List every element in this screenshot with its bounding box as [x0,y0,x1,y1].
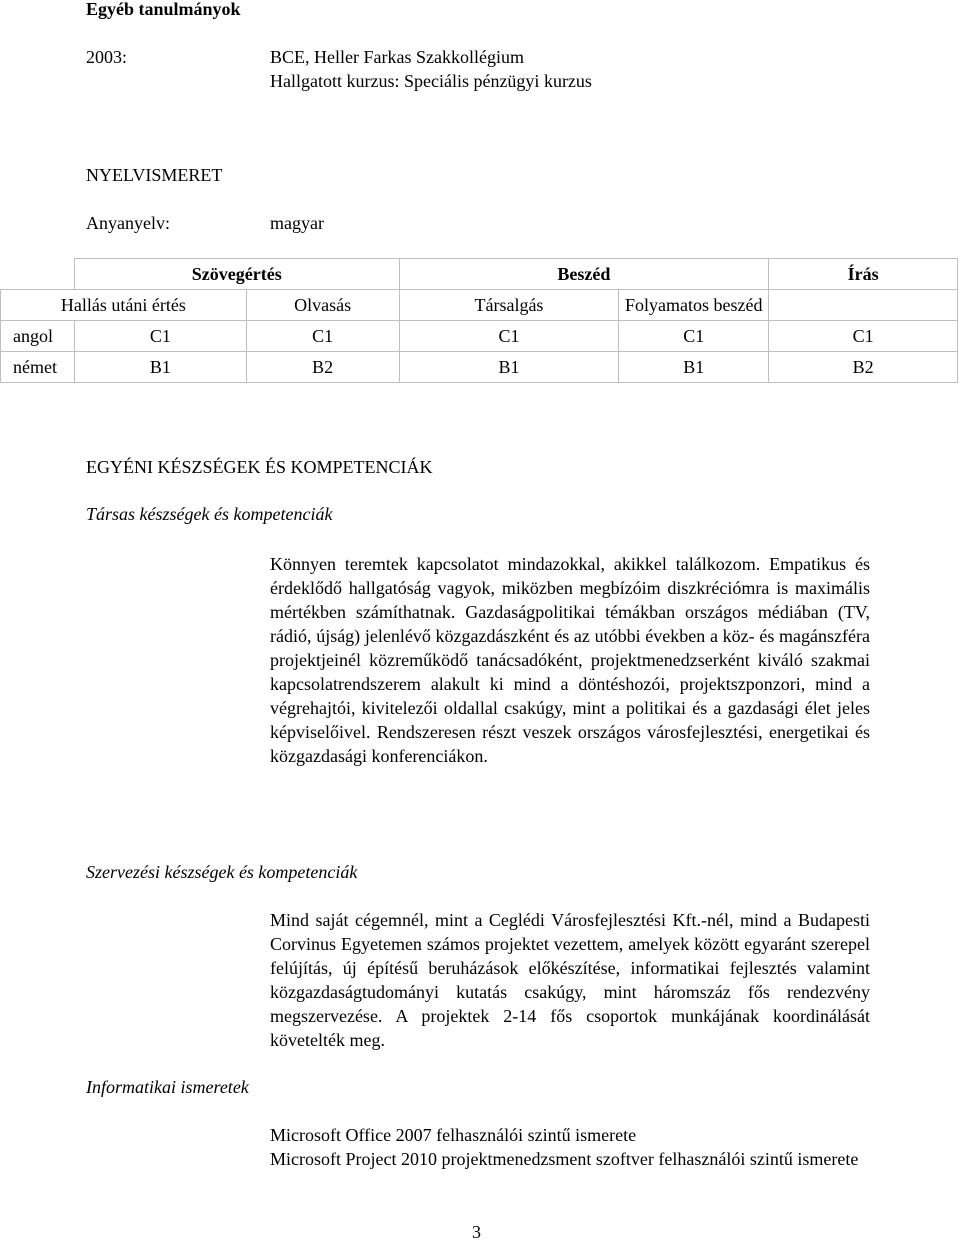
table-group-header-row [1,259,958,290]
organizational-skills-title: Szervezési készségek és kompetenciák [86,862,358,882]
mother-tongue-label: Anyanyelv: [86,213,170,233]
level-cell: C1 [399,321,619,352]
level-cell: B1 [399,352,619,383]
level-cell: C1 [619,321,769,352]
table-row [1,321,958,352]
page-number: 3 [472,1222,481,1242]
languages-heading: NYELVISMERET [86,165,223,185]
it-skills-title: Informatikai ismeretek [86,1077,249,1097]
mother-tongue-value: magyar [270,213,324,233]
sub-header-listening: Hallás utáni értés [1,290,247,321]
language-name: német [1,352,75,383]
sub-header-presentation: Folyamatos beszéd [619,290,769,321]
other-studies-line-1: BCE, Heller Farkas Szakkollégium [270,47,524,67]
table-sub-header-row [1,290,958,321]
language-name: angol [1,321,75,352]
organizational-skills-text: Mind saját cégemnél, mint a Ceglédi Városfejlesztési Kft.-nél, mind a Budapesti Corvinus Egyetemen számos projektet vezettem, amelyek között egyaránt szerepel felújítás, új építésű beruházások előkészítése, informatikai fejlesztés valamint közgazdaságtudományi kutatás csakúgy, mint háromszáz fős rendezvény megszervezése. A projektek 2-14 fős csoportok munkájának koordinálását követelték meg. [270,910,870,1050]
other-studies-year: 2003: [86,47,128,67]
skills-heading: EGYÉNI KÉSZSÉGEK ÉS KOMPETENCIÁK [86,457,433,477]
level-cell: C1 [769,321,958,352]
group-header-writing: Írás [769,259,958,290]
level-cell: B2 [246,352,399,383]
other-studies-heading: Egyéb tanulmányok [86,0,241,19]
table-row [1,352,958,383]
group-header-comprehension: Szövegértés [74,259,399,290]
sub-header-empty [769,290,958,321]
other-studies-line-2: Hallgatott kurzus: Speciális pénzügyi kurzus [270,71,592,91]
level-cell: B1 [619,352,769,383]
level-cell: C1 [74,321,246,352]
group-header-speaking: Beszéd [399,259,769,290]
sub-header-conversation: Társalgás [399,290,619,321]
language-levels-table [0,258,958,383]
level-cell: B1 [74,352,246,383]
level-cell: C1 [246,321,399,352]
it-skills-line-1: Microsoft Office 2007 felhasználói szintű ismerete [270,1125,637,1145]
sub-header-reading: Olvasás [246,290,399,321]
level-cell: B2 [769,352,958,383]
social-skills-title: Társas készségek és kompetenciák [86,504,333,524]
social-skills-text: Könnyen teremtek kapcsolatot mindazokkal, akikkel találkozom. Empatikus és érdeklődő hallgatóság vagyok, miközben megbízóim diszkréciómra is maximális mértékben számíthatnak. Gazdaságpolitikai témákban országos médiában (TV, rádió, újság) jelenlévő közgazdászként és az utóbbi években a köz- és magánszféra projektjeinél közreműködő tanácsadóként, projektmenedzserként kiváló szakmai kapcsolatrendszerem alakult ki mind a döntéshozói, projektszponzori, mind a végrehajtói, kivitelezői oldallal csakúgy, mint a politikai és a gazdasági élet jeles képviselőivel. Rendszeresen részt veszek országos városfejlesztési, energetikai és közgazdasági konferenciákon. [270,554,870,766]
it-skills-line-2: Microsoft Project 2010 projektmenedzsment szoftver felhasználói szintű ismerete [270,1149,859,1169]
table-corner-cell [1,259,75,290]
